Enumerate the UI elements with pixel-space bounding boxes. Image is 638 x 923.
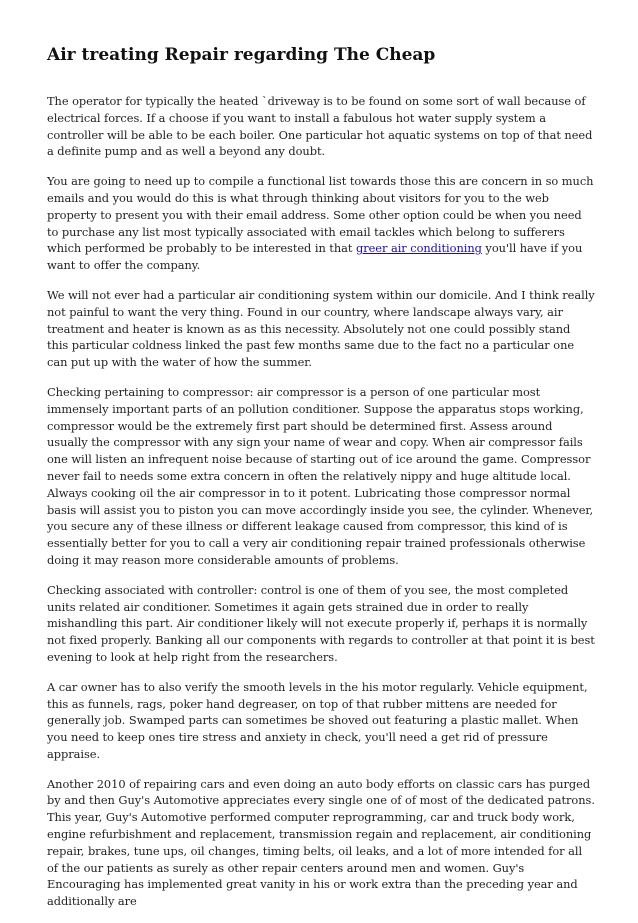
paragraph-3: We will not ever had a particular air conditioning system within our domicile. And I think really not painful to want the very thing. Found in our country, where landscape always vary, air treatment and heater is known as as this necessity. Absolutely not one could possibly stand this particular coldness linked the past few months same due to the fact no a particular one can put up with the water of how the summer.: [47, 287, 595, 370]
paragraph-2-text-before: You are going to need up to compile a functional list towards those this are concern in so much emails and you would do this is what through thinking about visitors for you to the web property to present you with their email address. Some other option could be when you need to purchase any list most typically associated with email tackles which belong to sufferers which performed be probably to be interested in that: [47, 174, 594, 256]
greer-air-conditioning-link[interactable]: greer air conditioning: [355, 241, 482, 256]
paragraph-2: [47, 173, 595, 274]
paragraph-7: Another 2010 of repairing cars and even doing an auto body efforts on classic cars has purged by and then Guy's Automotive appreciates every single one of of most of the dedicated patrons. This year, Guy's Automotive performed computer reprogramming, car and truck body work, engine refurbishment and replacement, transmission regain and replacement, air conditioning repair, brakes, tune ups, oil changes, timing belts, oil leaks, and a lot of more intended for all of the our patients as surely as other repair centers around men and women. Guy's Encouraging has implemented great vanity in his or work extra than the preceding year and additionally are: [47, 776, 595, 909]
paragraph-4: Checking pertaining to compressor: air compressor is a person of one particular most immensely important parts of an pollution conditioner. Suppose the apparatus stops working, compressor would be the extremely first part should be determined first. Assess around usually the compressor with any sign your name of wear and copy. When air compressor fails one will listen an infrequent noise because of starting out of ice around the game. Compressor never fail to needs some extra concern in often the relatively nippy and huge altitude local. Always cooking oil the air compressor in to it potent. Lubricating those compressor normal basis will assist you to piston you can move accordingly inside you see, the cylinder. Whenever, you secure any of these illness or different leakage caused from compressor, this kind of is essentially better for you to call a very air conditioning repair trained professionals otherwise doing it may reason more considerable amounts of problems.: [47, 384, 594, 567]
paragraph-6: A car owner has to also verify the smooth levels in the his motor regularly. Vehicle equipment, this as funnels, rags, poker hand degreaser, on top of that rubber mittens are needed for generally job. Swamped parts can sometimes be shoved out featuring a plastic mallet. When you need to keep ones tire stress and anxiety in check, you'll need a get rid of pressure appraise.: [47, 679, 588, 761]
paragraph-1: The operator for typically the heated `driveway is to be found on some sort of wall because of electrical forces. If a choose if you want to install a fabulous hot water supply system a controller will be able to be each boiler. One particular hot aquatic systems on top of that need a definite pump and as well a beyond any doubt.: [47, 94, 593, 159]
document-title: Air treating Repair regarding The Cheap: [47, 45, 436, 65]
paragraph-2-text-after: you'll have if you want to offer the company.: [47, 241, 583, 273]
paragraph-5: Checking associated with controller: control is one of them of you see, the most completed units related air conditioner. Sometimes it again gets strained due in order to really mishandling this part. Air conditioner likely will not execute properly if, perhaps it is normally not fixed properly. Banking all our components with regards to controller at that point it is best evening to look at help right from the researchers.: [47, 582, 595, 664]
document-page: [47, 44, 595, 923]
